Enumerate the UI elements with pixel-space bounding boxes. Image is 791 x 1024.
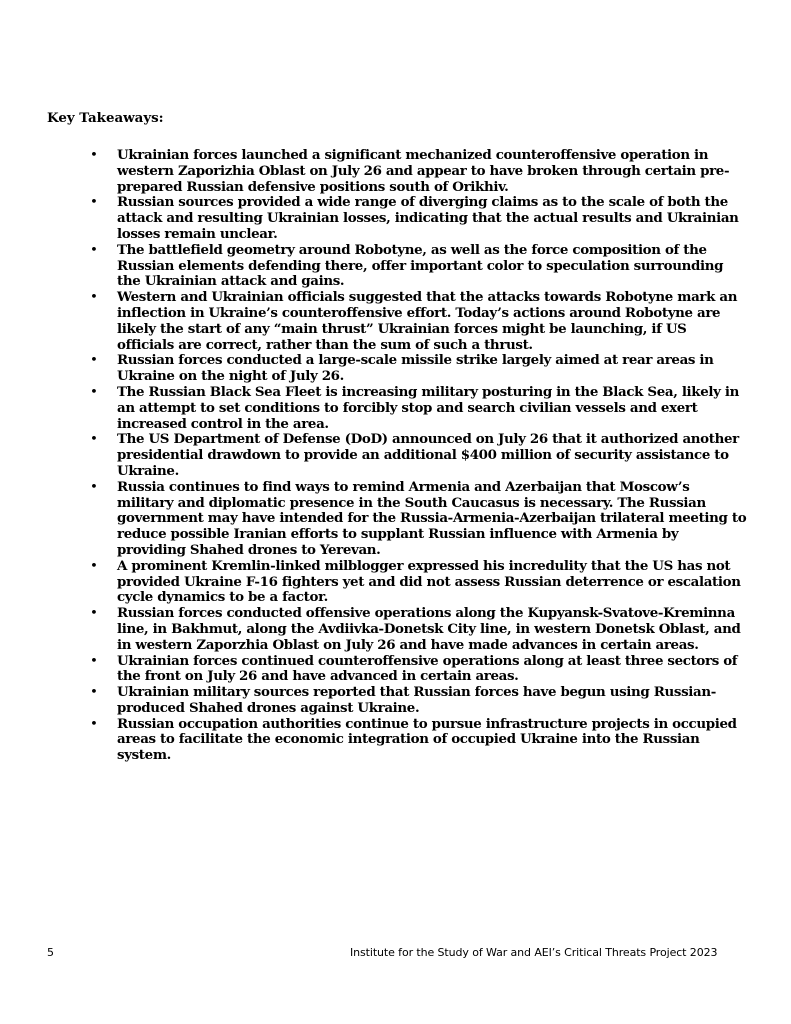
takeaway-item: • Ukrainian forces continued counteroffensive operations along at least three sectors of the front on July 26 and have advanced in certain areas. <box>117 654 747 686</box>
takeaway-item: • A prominent Kremlin-linked milblogger expressed his incredulity that the US has not provided Ukraine F-16 fighters yet and did not assess Russian deterrence or escalation cycle dynamics to be a factor. <box>117 559 747 606</box>
takeaway-item: • Russian sources provided a wide range of diverging claims as to the scale of both the attack and resulting Ukrainian losses, indicating that the actual results and Ukrainian losses remain unclear. <box>117 195 747 242</box>
takeaway-item: • Russian forces conducted offensive operations along the Kupyansk-Svatove-Kreminna line, in Bakhmut, along the Avdiivka-Donetsk City line, in western Donetsk Oblast, and in western Zaporzhia Oblast on July 26 and have made advances in certain areas. <box>117 606 747 653</box>
takeaway-item: • Ukrainian forces launched a significant mechanized counteroffensive operation in western Zaporizhia Oblast on July 26 and appear to have broken through certain pre-prepared Russian defensive positions south of Orikhiv. <box>117 148 747 195</box>
takeaways-list <box>117 148 747 764</box>
section-heading: Key Takeaways: <box>47 110 164 126</box>
takeaway-item: • Russian forces conducted a large-scale missile strike largely aimed at rear areas in Ukraine on the night of July 26. <box>117 353 747 385</box>
takeaway-item: • Ukrainian military sources reported that Russian forces have begun using Russian-produced Shahed drones against Ukraine. <box>117 685 747 717</box>
takeaway-item: • The battlefield geometry around Robotyne, as well as the force composition of the Russian elements defending there, offer important color to speculation surrounding the Ukrainian attack and gains. <box>117 243 747 290</box>
takeaway-item: • Russia continues to find ways to remind Armenia and Azerbaijan that Moscow’s military and diplomatic presence in the South Caucasus is necessary. The Russian government may have intended for the Russia-Armenia-Azerbaijan trilateral meeting to reduce possible Iranian efforts to supplant Russian influence with Armenia by providing Shahed drones to Yerevan. <box>117 480 747 559</box>
takeaway-item: • Western and Ukrainian officials suggested that the attacks towards Robotyne mark an inflection in Ukraine’s counteroffensive effort. Today’s actions around Robotyne are likely the start of any “main thrust” Ukrainian forces might be launching, if US officials are correct, rather than the sum of such a thrust. <box>117 290 747 353</box>
page-number: 5 <box>47 946 54 959</box>
footer-attribution: Institute for the Study of War and AEI’s Critical Threats Project 2023 <box>350 946 718 959</box>
takeaway-item: • The Russian Black Sea Fleet is increasing military posturing in the Black Sea, likely in an attempt to set conditions to forcibly stop and search civilian vessels and exert increased control in the area. <box>117 385 747 432</box>
takeaway-item: • The US Department of Defense (DoD) announced on July 26 that it authorized another presidential drawdown to provide an additional $400 million of security assistance to Ukraine. <box>117 432 747 479</box>
takeaway-item: • Russian occupation authorities continue to pursue infrastructure projects in occupied areas to facilitate the economic integration of occupied Ukraine into the Russian system. <box>117 717 747 764</box>
